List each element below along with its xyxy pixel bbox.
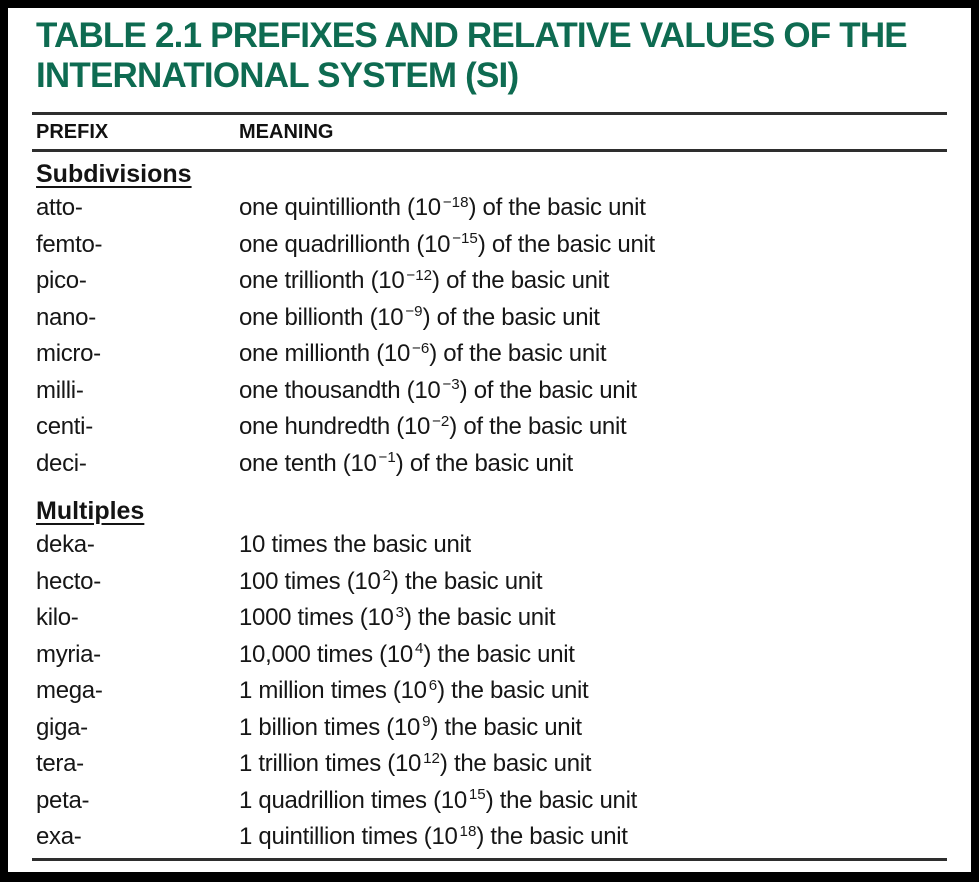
prefix-cell: femto- [36, 230, 103, 258]
table-row [36, 600, 947, 637]
table-row [36, 783, 947, 820]
prefix-cell: giga- [36, 713, 88, 741]
meaning-text: one hundredth (10 [239, 413, 431, 440]
meaning-text: 10 times the basic unit [239, 531, 471, 558]
meaning-cell [239, 637, 947, 674]
table-row [36, 300, 947, 337]
prefix-cell: kilo- [36, 604, 79, 631]
meaning-cell [239, 373, 947, 410]
meaning-exponent: −12 [406, 266, 433, 284]
meaning-text: one billionth (10 [239, 303, 404, 331]
meaning-text: 1 quadrillion times (10 [239, 786, 467, 814]
meaning-text: ) the basic unit [485, 786, 637, 814]
meaning-text: 1000 times (10 [239, 604, 394, 631]
table-row [36, 373, 947, 410]
meaning-cell [239, 409, 947, 446]
meaning-text: ) of the basic unit [429, 340, 607, 367]
meaning-exponent: 18 [459, 822, 477, 840]
meaning-text: ) the basic unit [476, 823, 628, 850]
meaning-text: 1 billion times (10 [239, 713, 421, 741]
table-row [36, 336, 947, 373]
meaning-text: 10,000 times (10 [239, 640, 413, 668]
meaning-text: ) the basic unit [423, 640, 575, 668]
meaning-text: ) of the basic unit [459, 376, 637, 404]
meaning-cell [239, 673, 947, 710]
table-row [36, 710, 947, 747]
meaning-exponent: −6 [412, 339, 430, 357]
multiples-rows [32, 527, 947, 856]
meaning-cell [239, 227, 947, 264]
bottom-rule [32, 858, 947, 861]
meaning-exponent: −3 [442, 376, 460, 394]
table-row [36, 564, 947, 601]
subdivisions-rows [32, 190, 947, 482]
prefix-cell: tera- [36, 750, 84, 777]
prefix-cell: hecto- [36, 567, 101, 595]
table-row [36, 446, 947, 483]
meaning-exponent: −2 [432, 412, 450, 430]
meaning-text: ) the basic unit [403, 604, 556, 631]
table-row [36, 527, 947, 564]
meaning-text: 1 quintillion times (10 [239, 823, 458, 850]
prefix-cell: pico- [36, 267, 87, 294]
table-row [36, 227, 947, 264]
column-header-row [32, 112, 947, 152]
meaning-text: one trillionth (10 [239, 267, 405, 294]
prefix-cell: micro- [36, 340, 101, 367]
meaning-text: 1 million times (10 [239, 677, 427, 704]
prefix-cell: deka- [36, 531, 95, 558]
table-row [36, 263, 947, 300]
meaning-cell [239, 600, 947, 637]
meaning-text: ) the basic unit [430, 713, 582, 741]
meaning-cell [239, 819, 947, 856]
meaning-cell [239, 746, 947, 783]
meaning-exponent: 6 [428, 676, 438, 694]
meaning-text: ) of the basic unit [432, 267, 610, 294]
meaning-exponent: 15 [468, 786, 486, 804]
meaning-cell [239, 190, 947, 227]
meaning-text: one quadrillionth (10 [239, 230, 451, 258]
meaning-text: ) of the basic unit [395, 449, 573, 477]
section-subdivisions [32, 158, 947, 482]
meaning-cell [239, 300, 947, 337]
meaning-exponent: −15 [452, 230, 478, 248]
section-multiples [32, 495, 947, 856]
meaning-cell [239, 336, 947, 373]
prefix-cell: nano- [36, 303, 96, 331]
meaning-exponent: 2 [382, 567, 391, 585]
section-heading-subdivisions: Subdivisions [36, 160, 192, 188]
meaning-text: one thousandth (10 [239, 376, 441, 404]
meaning-exponent: 9 [422, 713, 431, 731]
section-heading-multiples: Multiples [36, 497, 145, 525]
meaning-text: ) the basic unit [390, 567, 543, 595]
meaning-exponent: −1 [378, 449, 396, 467]
meaning-text: one millionth (10 [239, 340, 410, 367]
prefix-cell: peta- [36, 786, 90, 814]
meaning-cell [239, 783, 947, 820]
meaning-text: ) the basic unit [437, 677, 589, 704]
meaning-exponent: −18 [442, 193, 469, 211]
meaning-exponent: 12 [423, 749, 440, 767]
meaning-text: ) of the basic unit [468, 194, 646, 221]
prefix-cell: atto- [36, 194, 83, 221]
meaning-exponent: 4 [414, 640, 424, 658]
meaning-text: ) of the basic unit [449, 413, 627, 440]
prefix-cell: myria- [36, 640, 101, 668]
meaning-text: ) the basic unit [439, 750, 592, 777]
meaning-text: ) of the basic unit [477, 230, 655, 258]
meaning-cell [239, 446, 947, 483]
prefix-cell: mega- [36, 677, 103, 704]
table-row [36, 637, 947, 674]
table-row [36, 409, 947, 446]
prefix-cell: deci- [36, 449, 87, 477]
table-row [36, 190, 947, 227]
meaning-text: 1 trillion times (10 [239, 750, 422, 777]
meaning-text: ) of the basic unit [422, 303, 600, 331]
column-header-meaning: MEANING [239, 120, 334, 143]
prefix-cell: exa- [36, 823, 82, 850]
meaning-cell [239, 564, 947, 601]
meaning-text: one tenth (10 [239, 449, 377, 477]
table-title-line2: INTERNATIONAL SYSTEM (SI) [36, 56, 519, 95]
meaning-cell [239, 527, 947, 564]
meaning-exponent: 3 [395, 603, 404, 621]
column-header-prefix: PREFIX [36, 120, 109, 143]
prefix-cell: centi- [36, 413, 93, 440]
meaning-exponent: −9 [405, 303, 423, 321]
table-title-line1: TABLE 2.1 PREFIXES AND RELATIVE VALUES OF THE [36, 16, 907, 55]
meaning-cell [239, 710, 947, 747]
meaning-text: 100 times (10 [239, 567, 381, 595]
table-title [32, 16, 947, 96]
prefix-cell: milli- [36, 376, 84, 404]
meaning-text: one quintillionth (10 [239, 194, 441, 221]
table-row [36, 673, 947, 710]
table-row [36, 819, 947, 856]
table-row [36, 746, 947, 783]
meaning-cell [239, 263, 947, 300]
